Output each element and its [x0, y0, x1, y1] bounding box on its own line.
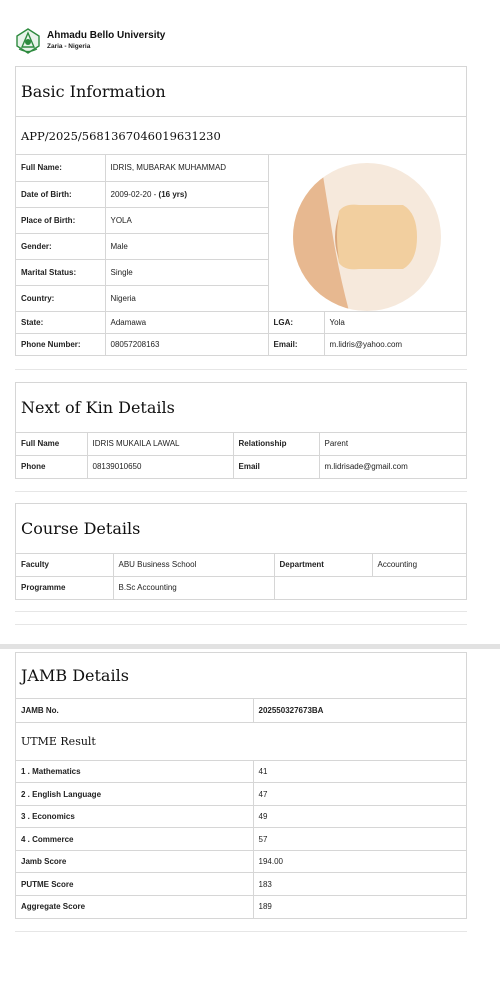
- next-of-kin-title: Next of Kin Details: [16, 383, 466, 433]
- full-name-value: IDRIS, MUBARAK MUHAMMAD: [105, 155, 268, 181]
- divider: [15, 624, 467, 625]
- application-number: APP/2025/5681367046019631230: [16, 117, 466, 155]
- basic-info-table: [16, 155, 466, 355]
- department-value: Accounting: [372, 554, 466, 576]
- programme-label: Programme: [16, 576, 113, 599]
- utme-result-table: [16, 760, 466, 918]
- kin-phone-value: 08139010650: [87, 455, 233, 478]
- marital-status-value: Single: [105, 259, 268, 285]
- empty-cell: [274, 576, 466, 599]
- photo-cell: [268, 155, 466, 311]
- place-of-birth-value: YOLA: [105, 207, 268, 233]
- result-value: 49: [253, 806, 466, 828]
- jamb-number-value: 202550327673BA: [253, 699, 466, 722]
- utme-result-header: [16, 722, 466, 760]
- divider: [15, 491, 467, 492]
- faculty-label: Faculty: [21, 560, 50, 570]
- lga-label: LGA:: [268, 311, 324, 333]
- result-value: 41: [253, 761, 466, 783]
- jamb-number-label: JAMB No.: [21, 706, 59, 715]
- state-label: State:: [16, 311, 105, 333]
- kin-email-value: m.lidrisade@gmail.com: [319, 455, 466, 478]
- kin-relationship-value: Parent: [319, 433, 466, 455]
- country-label: Country:: [16, 285, 105, 311]
- marital-status-label: Marital Status:: [16, 259, 105, 285]
- divider: [15, 369, 467, 370]
- result-value: 57: [253, 828, 466, 851]
- gender-label: Gender:: [16, 233, 105, 259]
- divider: [15, 931, 467, 932]
- kin-phone-label: Phone: [16, 455, 87, 478]
- utme-result-title: UTME Result: [21, 735, 96, 748]
- putme-score-label: PUTME Score: [16, 873, 253, 896]
- dob-value: [105, 181, 268, 207]
- result-label: 1 . Mathematics: [21, 767, 81, 776]
- page-break-band: [0, 644, 500, 649]
- jamb-details-title: JAMB Details: [16, 653, 466, 699]
- divider: [15, 611, 467, 612]
- putme-score-value: 183: [253, 873, 466, 896]
- jamb-details-card: [15, 652, 467, 919]
- result-value: 47: [253, 783, 466, 806]
- phone-number-value: 08057208163: [105, 333, 268, 355]
- jamb-number-table: [16, 699, 466, 722]
- email-value: m.lidris@yahoo.com: [324, 333, 466, 355]
- result-label: 3 . Economics: [16, 806, 253, 828]
- aggregate-score-label: Aggregate Score: [16, 896, 253, 918]
- page-header: [14, 26, 165, 56]
- jamb-score-value: 194.00: [253, 851, 466, 873]
- next-of-kin-card: [15, 382, 467, 479]
- course-details-title: Course Details: [16, 504, 466, 554]
- jamb-score-label: Jamb Score: [16, 851, 253, 873]
- university-logo-icon: [14, 27, 42, 55]
- result-label: 4 . Commerce: [16, 828, 253, 851]
- dob-label: Date of Birth:: [16, 181, 105, 207]
- result-label: 2 . English Language: [16, 783, 253, 806]
- place-of-birth-label: Place of Birth:: [16, 207, 105, 233]
- university-name: Ahmadu Bello University: [47, 30, 166, 41]
- basic-information-title: Basic Information: [16, 67, 466, 117]
- course-details-card: [15, 503, 467, 600]
- kin-email-label: Email: [233, 455, 319, 478]
- next-of-kin-table: [16, 433, 466, 478]
- programme-value: B.Sc Accounting: [113, 576, 274, 599]
- faculty-value: ABU Business School: [113, 554, 274, 576]
- passport-photo-placeholder: [293, 163, 441, 311]
- university-location: Zaria - Nigeria: [47, 43, 91, 50]
- dob-date: 2009-02-20 -: [110, 189, 157, 199]
- kin-full-name-label: Full Name: [21, 439, 60, 449]
- basic-information-card: [15, 66, 467, 356]
- country-value: Nigeria: [105, 285, 268, 311]
- state-value: Adamawa: [105, 311, 268, 333]
- course-details-table: [16, 554, 466, 599]
- dob-age: (16 yrs): [158, 189, 188, 199]
- lga-value: Yola: [324, 311, 466, 333]
- phone-number-label: Phone Number:: [16, 333, 105, 355]
- kin-relationship-label: Relationship: [233, 433, 319, 455]
- gender-value: Male: [105, 233, 268, 259]
- email-label: Email:: [268, 333, 324, 355]
- department-label: Department: [274, 554, 372, 576]
- full-name-label: Full Name:: [21, 163, 62, 173]
- aggregate-score-value: 189: [253, 896, 466, 918]
- kin-full-name-value: IDRIS MUKAILA LAWAL: [87, 433, 233, 455]
